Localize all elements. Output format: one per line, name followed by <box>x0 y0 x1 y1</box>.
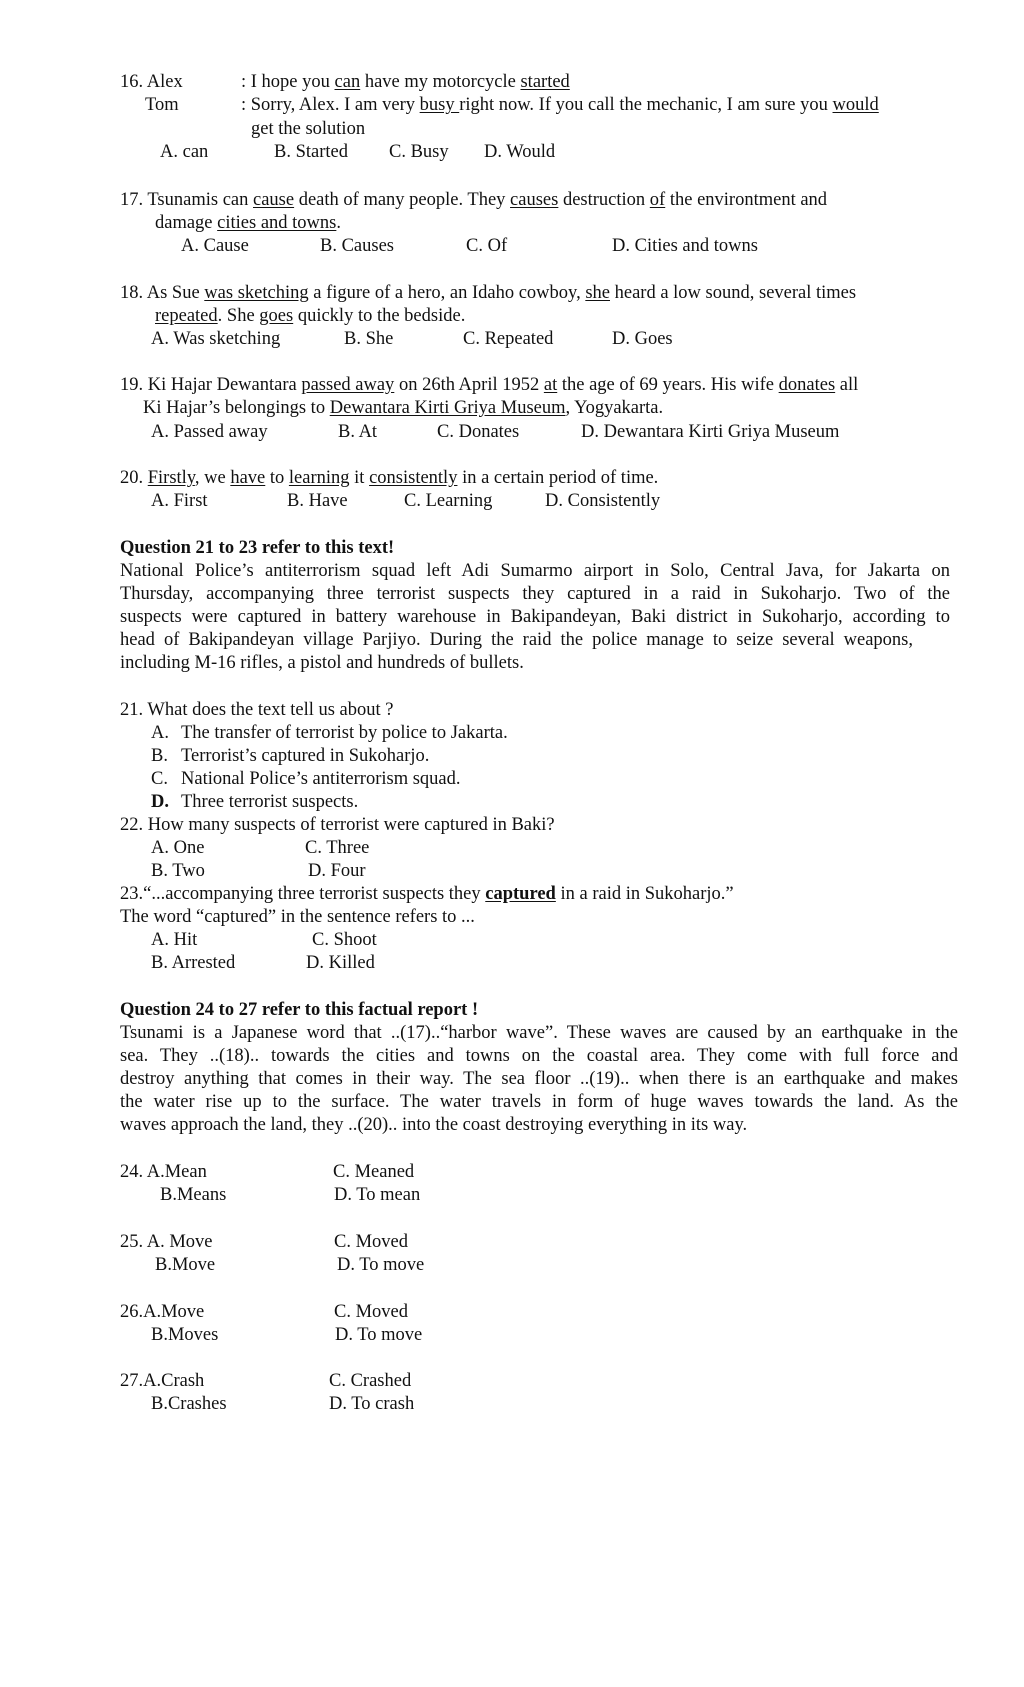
q17-stem-line2: damage cities and towns. <box>155 213 341 233</box>
q23-option-b: B. Arrested <box>151 953 236 973</box>
section-heading-24-27: Question 24 to 27 refer to this factual report ! <box>120 1000 479 1020</box>
q18-option-a: A. Was sketching <box>151 329 281 349</box>
q22-option-c: C. Three <box>305 838 370 858</box>
q18-option-d: D. Goes <box>612 329 673 349</box>
passage-line: suspects were captured in battery warehouse in Bakipandeyan, Baki district in Sukoharjo, according to <box>120 607 950 627</box>
passage-line: Thursday, accompanying three terrorist suspects they captured in a raid in Sukoharjo. Two of the <box>120 584 950 604</box>
q27-option-a: 27.A.Crash <box>120 1371 205 1391</box>
q21-option-a-letter: A. <box>151 723 169 743</box>
passage-line: sea. They ..(18).. towards the cities and towns on the coastal area. They come with full force and <box>120 1046 958 1066</box>
q23-stem-line1: 23.“...accompanying three terrorist suspects they captured in a raid in Sukoharjo.” <box>120 884 734 904</box>
q27-option-c: C. Crashed <box>329 1371 412 1391</box>
q16-option-d: D. Would <box>484 142 556 162</box>
q16-line-alex: : I hope you can have my motorcycle started <box>241 72 570 92</box>
q25-option-d: D. To move <box>337 1255 425 1275</box>
q17-option-d: D. Cities and towns <box>612 236 758 256</box>
q21-option-d-letter: D. <box>151 792 169 812</box>
q21-option-d: Three terrorist suspects. <box>181 792 359 812</box>
q19-option-a: A. Passed away <box>151 422 268 442</box>
q26-option-d: D. To move <box>335 1325 423 1345</box>
q18-stem-line2: repeated. She goes quickly to the bedside. <box>155 306 466 326</box>
q27-option-b: B.Crashes <box>151 1394 227 1414</box>
passage-line: waves approach the land, they ..(20).. into the coast destroying everything in its way. <box>120 1115 748 1135</box>
passage-line: including M-16 rifles, a pistol and hundreds of bullets. <box>120 653 524 673</box>
q16-option-c: C. Busy <box>389 142 449 162</box>
q23-option-c: C. Shoot <box>312 930 377 950</box>
q22-option-a: A. One <box>151 838 205 858</box>
passage-line: head of Bakipandeyan village Parjiyo. During the raid the police manage to seize several weapons, <box>120 630 913 650</box>
q17-option-b: B. Causes <box>320 236 394 256</box>
q23-stem-line2: The word “captured” in the sentence refers to ... <box>120 907 475 927</box>
q26-option-a: 26.A.Move <box>120 1302 205 1322</box>
passage-line: the water rise up to the surface. The water travels in form of huge waves towards the land. As the <box>120 1092 958 1112</box>
q23-option-a: A. Hit <box>151 930 198 950</box>
q16-option-a: A. can <box>160 142 209 162</box>
q21-stem: 21. What does the text tell us about ? <box>120 700 394 720</box>
q19-option-b: B. At <box>338 422 378 442</box>
section-heading-21-23: Question 21 to 23 refer to this text! <box>120 538 395 558</box>
q21-option-c-letter: C. <box>151 769 168 789</box>
q21-option-b: Terrorist’s captured in Sukoharjo. <box>181 746 430 766</box>
q19-stem-line2: Ki Hajar’s belongings to Dewantara Kirti Griya Museum, Yogyakarta. <box>143 398 664 418</box>
q27-option-d: D. To crash <box>329 1394 415 1414</box>
q21-option-b-letter: B. <box>151 746 168 766</box>
q18-stem-line1: 18. As Sue was sketching a figure of a hero, an Idaho cowboy, she heard a low sound, several times <box>120 283 857 303</box>
q20-option-b: B. Have <box>287 491 348 511</box>
q22-stem: 22. How many suspects of terrorist were captured in Baki? <box>120 815 555 835</box>
q26-option-c: C. Moved <box>334 1302 408 1322</box>
passage-line: destroy anything that comes in their way. The sea floor ..(19).. when there is an earthquake and makes <box>120 1069 958 1089</box>
q24-option-b: B.Means <box>160 1185 227 1205</box>
q23-option-d: D. Killed <box>306 953 375 973</box>
q25-option-c: C. Moved <box>334 1232 408 1252</box>
q19-option-d: D. Dewantara Kirti Griya Museum <box>581 422 840 442</box>
q20-stem: 20. Firstly, we have to learning it consistently in a certain period of time. <box>120 468 659 488</box>
q22-option-b: B. Two <box>151 861 205 881</box>
q19-option-c: C. Donates <box>437 422 520 442</box>
q19-stem-line1: 19. Ki Hajar Dewantara passed away on 26th April 1952 at the age of 69 years. His wife donates all <box>120 375 859 395</box>
q20-option-a: A. First <box>151 491 208 511</box>
q16-option-b: B. Started <box>274 142 348 162</box>
q16-line-tom: : Sorry, Alex. I am very busy right now. If you call the mechanic, I am sure you would <box>241 95 879 115</box>
passage-line: Tsunami is a Japanese word that ..(17)..“harbor wave”. These waves are caused by an earthquake in the <box>120 1023 958 1043</box>
q16-line-tom-cont: get the solution <box>251 119 366 139</box>
q25-option-b: B.Move <box>155 1255 216 1275</box>
q17-option-c: C. Of <box>466 236 508 256</box>
passage-line: National Police’s antiterrorism squad left Adi Sumarmo airport in Solo, Central Java, for Jakarta on <box>120 561 950 581</box>
q21-option-c: National Police’s antiterrorism squad. <box>181 769 461 789</box>
q26-option-b: B.Moves <box>151 1325 219 1345</box>
q21-option-a: The transfer of terrorist by police to Jakarta. <box>181 723 508 743</box>
q18-option-c: C. Repeated <box>463 329 554 349</box>
q17-option-a: A. Cause <box>181 236 249 256</box>
q22-option-d: D. Four <box>308 861 366 881</box>
q17-stem-line1: 17. Tsunamis can cause death of many people. They causes destruction of the environtment and <box>120 190 828 210</box>
q20-option-c: C. Learning <box>404 491 493 511</box>
q25-option-a: 25. A. Move <box>120 1232 213 1252</box>
q24-option-a: 24. A.Mean <box>120 1162 207 1182</box>
q18-option-b: B. She <box>344 329 394 349</box>
q24-option-c: C. Meaned <box>333 1162 415 1182</box>
q16-speaker-tom: Tom <box>145 95 179 115</box>
q24-option-d: D. To mean <box>334 1185 421 1205</box>
q16-speaker-alex: 16. Alex <box>120 72 183 92</box>
q20-option-d: D. Consistently <box>545 491 661 511</box>
